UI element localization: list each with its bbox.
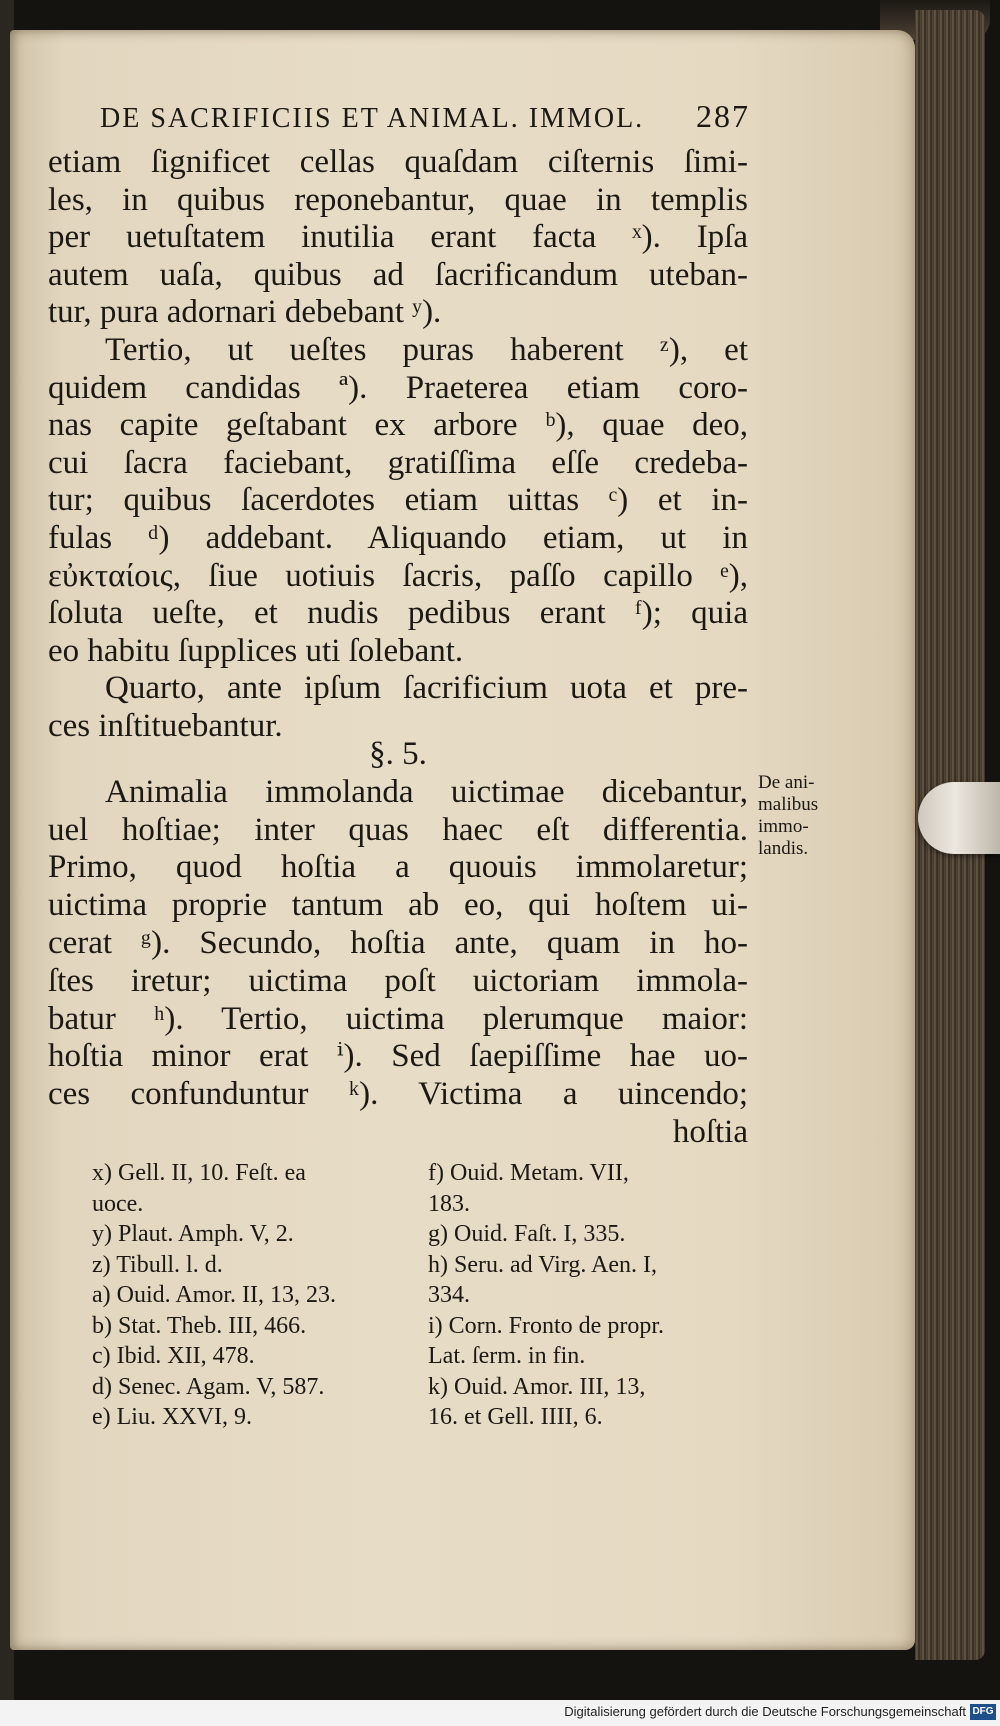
footnote-line: a) Ouid. Amor. II, 13, 23. [92, 1282, 336, 1308]
text-line: batur ʰ). Tertio, uictima plerumque maior: [48, 1000, 748, 1037]
text-line: uel hoſtiae; inter quas haec eſt differentia. [48, 811, 748, 848]
text-line: Animalia immolanda uictimae dicebantur, [105, 773, 748, 810]
text-line: eo habitu ſupplices uti ſolebant. [48, 632, 464, 669]
digitization-credit: Digitalisierung gefördert durch die Deutsche Forschungsgemeinschaft [564, 1704, 966, 1719]
text-line: ſtes iretur; uictima poſt uictoriam immola- [48, 962, 748, 999]
footnote-line: k) Ouid. Amor. III, 13, [428, 1373, 646, 1400]
text-line: nas capite geſtabant ex arbore ᵇ), quae deo, [48, 407, 748, 444]
page-number: 287 [696, 98, 750, 134]
text-line: per uetuſtatem inutilia erant facta ˣ). Ipſa [48, 219, 748, 256]
footnote-line: d) Senec. Agam. V, 587. [92, 1373, 325, 1400]
running-header [100, 98, 750, 135]
text-line: etiam ſignificet cellas quaſdam ciſternis ſimi- [48, 144, 748, 180]
text-line: hoſtia minor erat ⁱ). Sed ſaepiſſime hae uo- [48, 1038, 748, 1075]
text-line: fulas ᵈ) addebant. Aliquando etiam, ut in [48, 520, 748, 556]
text-line: Primo, quod hoſtia a quouis immolaretur; [48, 849, 748, 886]
text-line: εὐκταίοις, ſiue uotiuis ſacris, paſſo capillo ᵉ), [48, 557, 748, 594]
footnote-line: y) Plaut. Amph. V, 2. [92, 1221, 294, 1247]
text-line: quidem candidas ª). Praeterea etiam coro- [48, 369, 748, 406]
marginal-note-line: De ani- [758, 772, 815, 793]
text-line: ces inſtituebantur. [48, 708, 283, 744]
marginal-note-line: immo- [758, 816, 809, 837]
text-line: uictima proprie tantum ab eo, qui hoſtem ui- [48, 887, 748, 924]
text-line: autem uaſa, quibus ad ſacrificandum uteban- [48, 256, 748, 293]
footnote-line: Lat. ſerm. in fin. [428, 1343, 586, 1369]
footnote-line: h) Seru. ad Virg. Aen. I, [428, 1251, 657, 1278]
text-line: cerat ᵍ). Secundo, hoſtia ante, quam in ho- [48, 925, 748, 961]
text-line: ces confunduntur ᵏ). Victima a uincendo; [48, 1076, 748, 1113]
text-line: Quarto, ante ipſum ſacrificium uota et pre- [105, 670, 748, 707]
digitization-footer [0, 1700, 1000, 1726]
footnote-line: z) Tibull. l. d. [92, 1251, 223, 1278]
text-line: ſoluta ueſte, et nudis pedibus erant ᶠ); quia [48, 595, 748, 632]
footnote-line: 16. et Gell. IIII, 6. [428, 1404, 603, 1430]
text-line: §. 5. [369, 736, 427, 772]
footnote-line: c) Ibid. XII, 478. [92, 1343, 255, 1369]
text-line: Tertio, ut ueſtes puras haberent ᶻ), et [105, 332, 748, 368]
text-line: tur, pura adornari debebant ʸ). [48, 294, 442, 331]
footnote-line: 183. [428, 1190, 470, 1217]
footnote-line: i) Corn. Fronto de propr. [428, 1312, 664, 1339]
dfg-logo: DFG [970, 1704, 996, 1720]
text-line: tur; quibus ſacerdotes etiam uittas ᶜ) et in- [48, 482, 748, 519]
text-line: hoſtia [672, 1114, 748, 1150]
footnote-line: uoce. [92, 1190, 144, 1217]
footnote-line: g) Ouid. Faſt. I, 335. [428, 1221, 626, 1247]
footnote-line: x) Gell. II, 10. Feſt. ea [92, 1160, 306, 1186]
text-line: les, in quibus reponebantur, quae in templis [48, 181, 748, 218]
marginal-note-line: landis. [758, 838, 809, 859]
footnote-line: 334. [428, 1282, 470, 1308]
footnote-line: b) Stat. Theb. III, 466. [92, 1312, 307, 1339]
running-title: DE SACRIFICIIS ET ANIMAL. IMMOL. [100, 103, 645, 134]
footnote-line: e) Liu. XXVI, 9. [92, 1404, 252, 1430]
marginal-note-line: malibus [758, 794, 819, 815]
page-clip [918, 782, 1000, 854]
footnote-line: f) Ouid. Metam. VII, [428, 1160, 629, 1186]
text-line: cui ſacra faciebant, gratiſſima eſſe credeba- [48, 444, 748, 481]
